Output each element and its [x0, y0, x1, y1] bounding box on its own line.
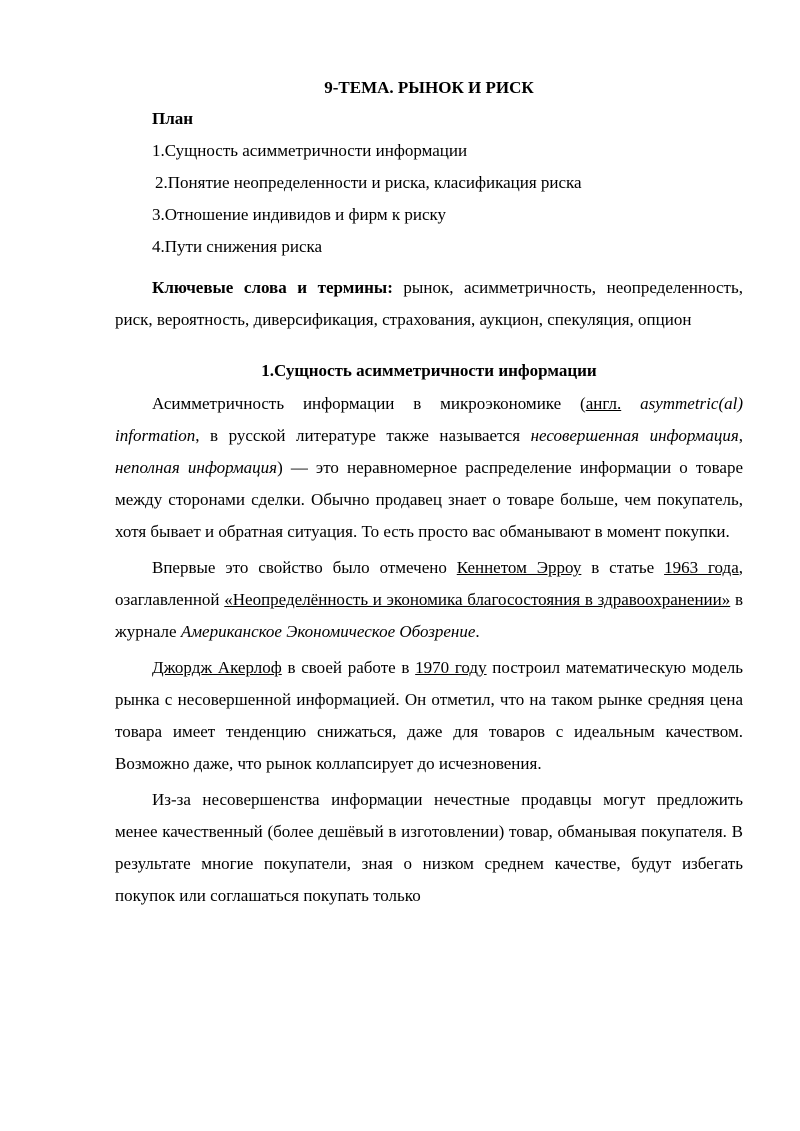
term-imperfect-info: несовершенная информация	[530, 426, 739, 445]
keywords-paragraph	[115, 272, 743, 336]
link-kenneth-arrow[interactable]: Кеннетом Эрроу	[456, 558, 582, 577]
text-run: Асимметричность информации в микроэкономике (	[152, 394, 586, 413]
keywords-text: рынок, асимметричность, неопределенность, риск, вероятность, диверсификация, страхования, аукцион, спекуляция, опцион	[115, 278, 743, 329]
text-run: , озаглавленной	[115, 558, 743, 609]
paragraph-arrow	[115, 552, 743, 648]
keywords-label: Ключевые слова и термины:	[152, 278, 393, 297]
plan-item-4: 4.Пути снижения риска	[152, 237, 323, 256]
section-heading: 1.Сущность асимметричности информации	[261, 361, 597, 380]
term-english: asymmetric(al) information	[115, 394, 743, 445]
text-run: в статье	[581, 558, 665, 577]
plan-item-1: 1.Сущность асимметричности информации	[152, 141, 468, 160]
text-run: ,	[738, 426, 744, 445]
text-run: .	[475, 622, 480, 641]
text-run: в журнале	[115, 590, 744, 641]
link-year-1963[interactable]: 1963 года	[664, 558, 739, 577]
term-incomplete-info: неполная информация	[115, 458, 278, 477]
text-run: ) — это неравномерное распределение информации о товаре между сторонами сделки. Обычно продавец знает о товаре больше, чем покупатель, хотя бывает и обратная ситуация. То есть просто вас обманывают в момент покупки.	[115, 458, 743, 541]
document-page	[115, 76, 743, 912]
text-run: построил математическую модель рынка с несовершенной информацией. Он отметил, что на таком рынке средняя цена товара имеет тенденцию снижаться, даже для товаров с идеальным качеством. Возможно даже, что рынок коллапсирует до исчезновения.	[115, 658, 744, 773]
plan-item-3: 3.Отношение индивидов и фирм к риску	[152, 205, 447, 224]
plan-item-2: 2.Понятие неопределенности и риска, класификация риска	[155, 173, 582, 192]
paragraph-akerlof	[115, 652, 743, 780]
paragraph-dishonest-sellers: Из-за несовершенства информации нечестные продавцы могут предложить менее качественный (более дешёвый в изготовлении) товар, обманывая покупателя. В результате многие покупатели, зная о низком среднем качестве, будут избегать покупок или соглашаться покупать только	[115, 790, 743, 905]
paragraph-asymmetry	[115, 388, 743, 548]
text-run: , в русской литературе также называется	[195, 426, 531, 445]
link-article[interactable]: «Неопределённость и экономика благосостояния в здравоохранении»	[224, 590, 731, 609]
text-run: в своей работе в	[281, 658, 416, 677]
link-engl[interactable]: англ.	[585, 394, 622, 413]
plan-heading: План	[152, 109, 194, 128]
page-title: 9-ТЕМА. РЫНОК И РИСК	[324, 78, 534, 97]
journal-name: Американское Экономическое Обозрение	[180, 622, 476, 641]
text-run: Впервые это свойство было отмечено	[152, 558, 457, 577]
link-year-1970[interactable]: 1970 году	[415, 658, 487, 677]
link-george-akerlof[interactable]: Джордж Акерлоф	[152, 658, 282, 677]
